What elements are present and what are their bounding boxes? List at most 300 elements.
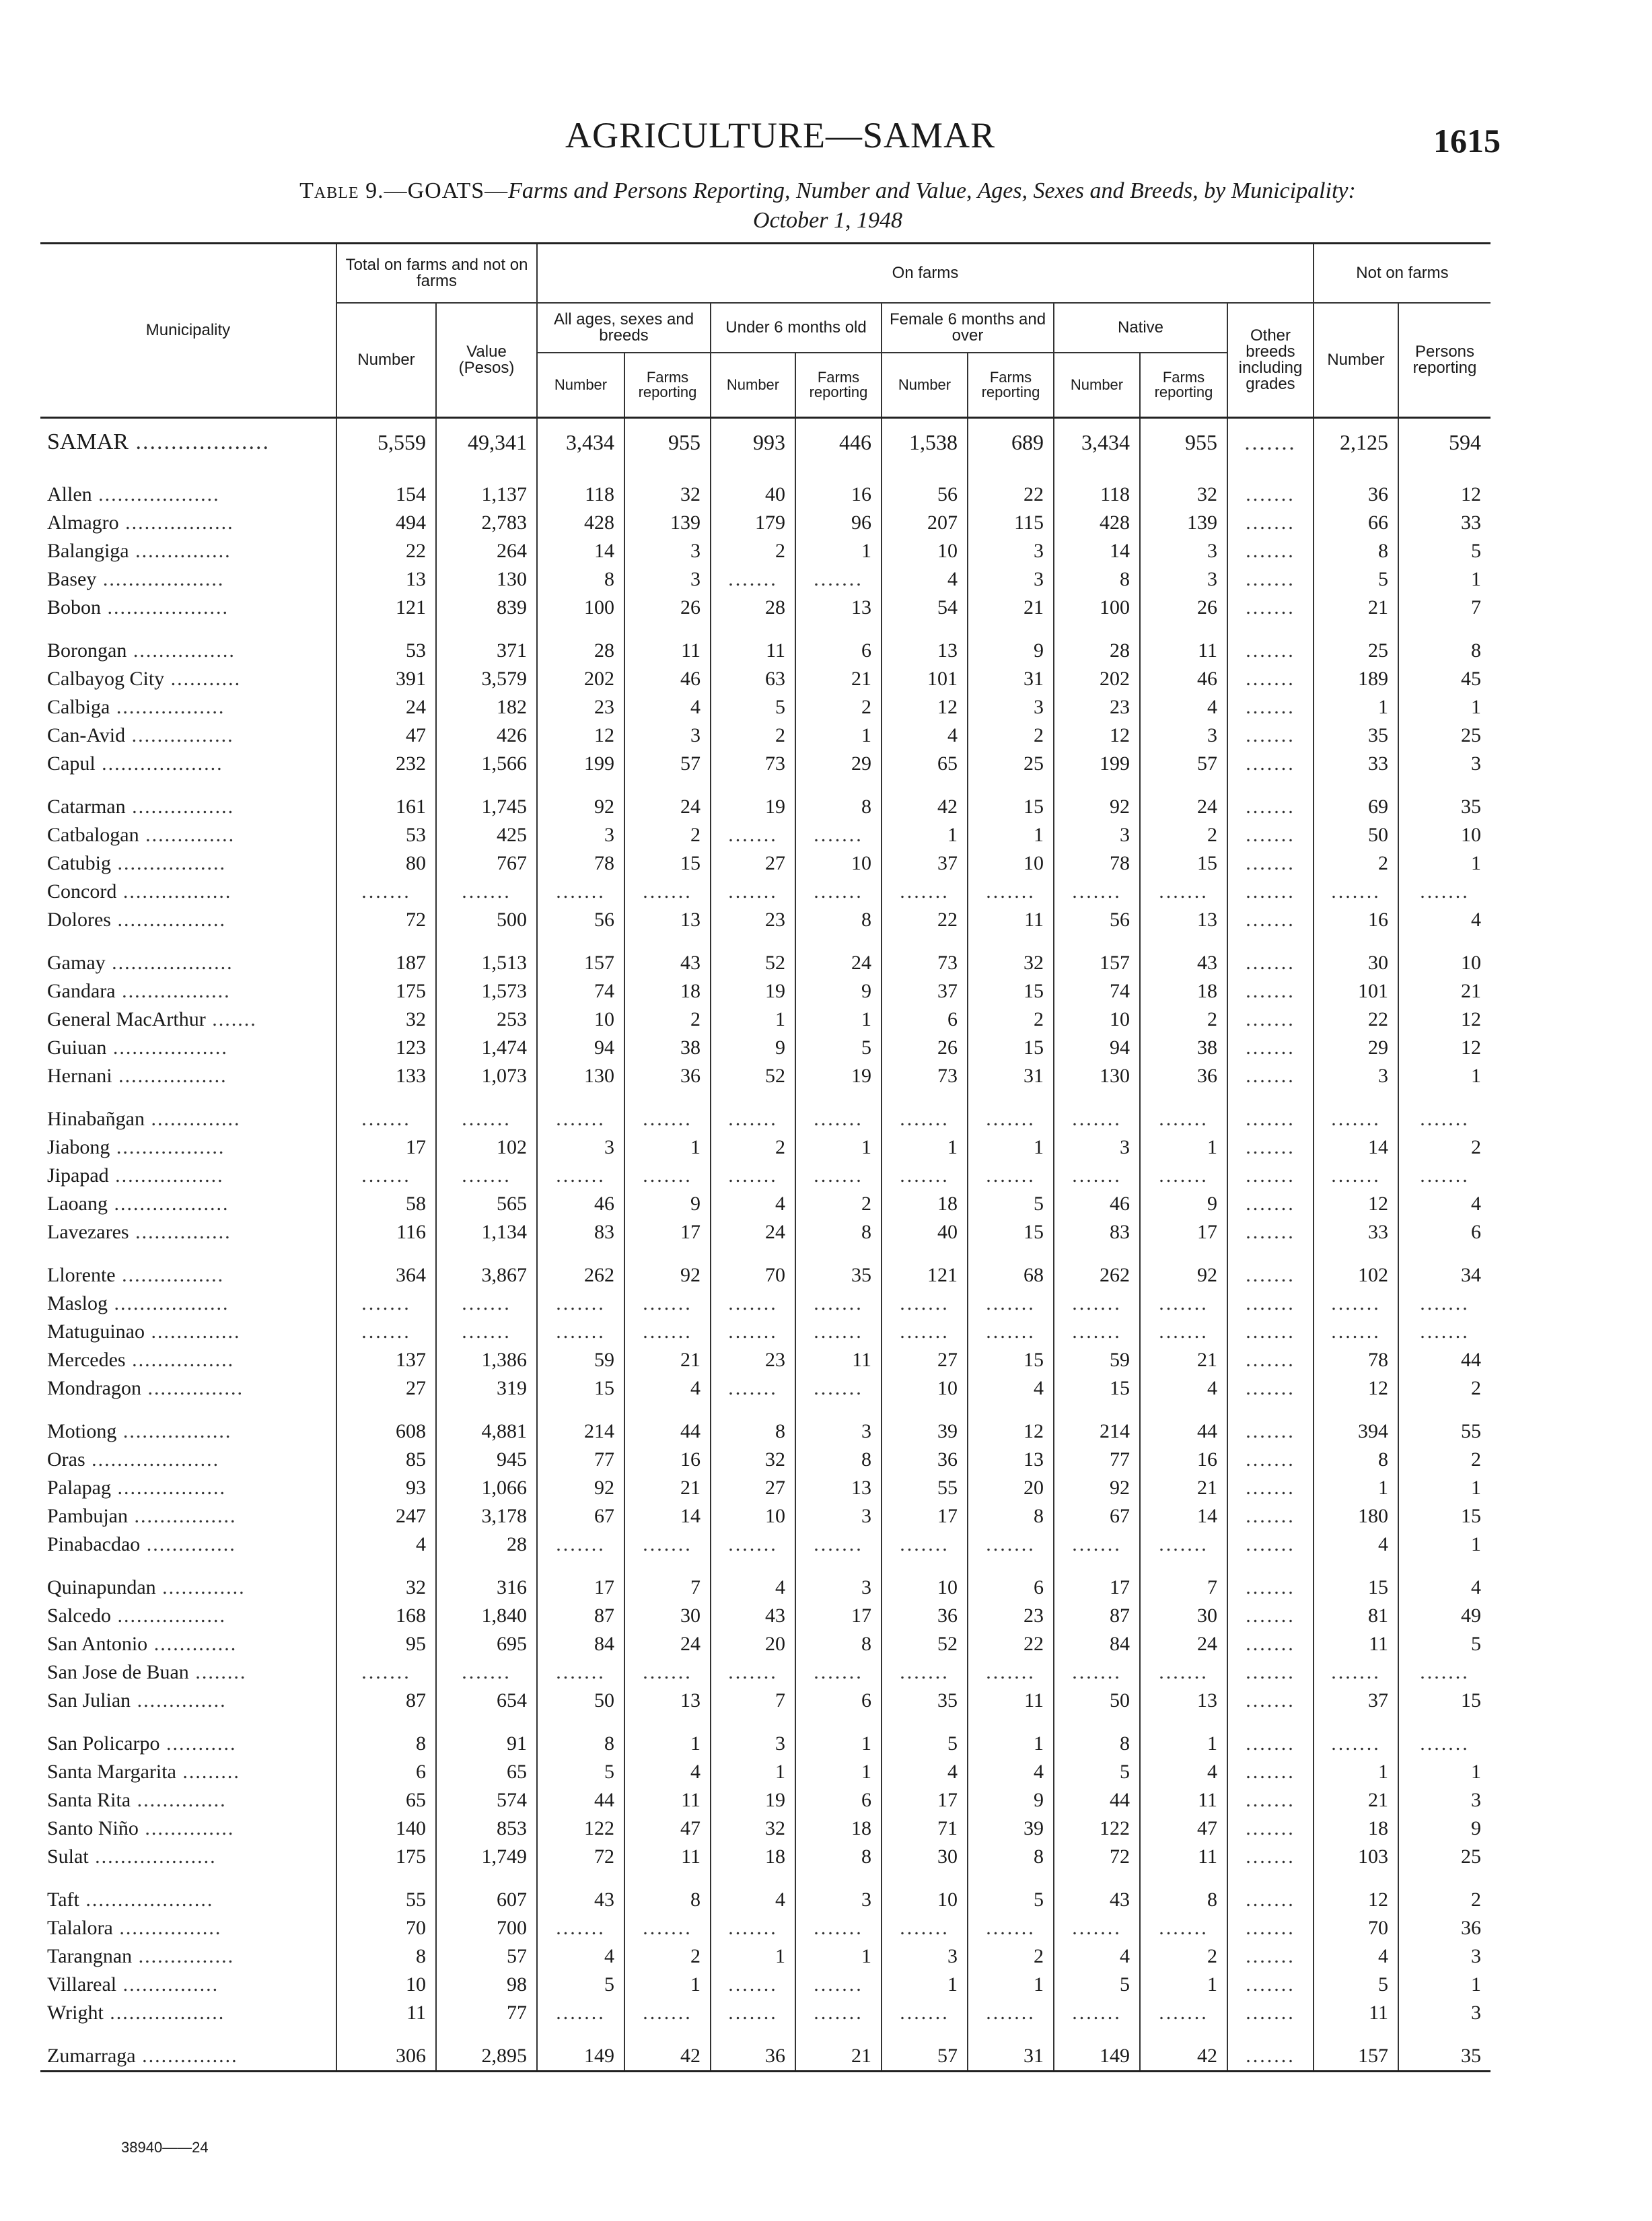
empty-cell: ....... xyxy=(1227,821,1314,849)
data-cell: 52 xyxy=(711,949,795,977)
data-cell: 11 xyxy=(624,1786,711,1814)
leader-dots: .............. xyxy=(131,1689,227,1712)
empty-cell: ....... xyxy=(1227,1602,1314,1630)
data-cell: 140 xyxy=(336,1814,436,1843)
spacer-cell xyxy=(968,1871,1054,1886)
municipality-name xyxy=(40,878,336,906)
data-cell: 24 xyxy=(1140,1630,1227,1658)
data-cell: 149 xyxy=(537,2042,624,2072)
running-head: AGRICULTURE—SAMAR xyxy=(565,115,996,155)
municipality-name xyxy=(40,1417,336,1446)
empty-cell: ....... xyxy=(537,1914,624,1942)
spacer-cell xyxy=(1314,1090,1398,1105)
leader-dots: ................. xyxy=(110,909,226,931)
data-cell: 65 xyxy=(336,1786,436,1814)
data-cell: 28 xyxy=(1054,637,1140,665)
data-cell: 2 xyxy=(795,693,882,721)
data-cell: 8 xyxy=(1314,1446,1398,1474)
data-cell: 993 xyxy=(711,418,795,466)
data-cell: 92 xyxy=(624,1261,711,1290)
municipality-label: Borongan xyxy=(47,639,127,662)
data-cell: 10 xyxy=(1398,949,1491,977)
municipality-label: Calbayog City xyxy=(47,668,165,690)
data-cell: 1 xyxy=(795,1942,882,1971)
empty-cell: ....... xyxy=(882,1105,968,1133)
data-cell: 58 xyxy=(336,1190,436,1218)
municipality-label: Catarman xyxy=(47,796,126,818)
data-cell: 55 xyxy=(882,1474,968,1502)
data-cell: 8 xyxy=(537,565,624,594)
spacer-cell xyxy=(40,1403,336,1417)
data-cell: 18 xyxy=(1140,977,1227,1006)
data-cell: 43 xyxy=(711,1602,795,1630)
data-cell: 4 xyxy=(624,1374,711,1403)
data-cell: 9 xyxy=(1398,1814,1491,1843)
data-cell: 494 xyxy=(336,509,436,537)
empty-cell: ....... xyxy=(795,1971,882,1999)
empty-cell: ....... xyxy=(1227,1786,1314,1814)
data-cell: 83 xyxy=(1054,1218,1140,1246)
data-cell: 4 xyxy=(1140,1374,1227,1403)
data-cell: 4 xyxy=(968,1758,1054,1786)
table-row xyxy=(40,849,1491,878)
data-cell: 11 xyxy=(1314,1630,1398,1658)
spacer-cell xyxy=(537,778,624,793)
empty-cell: ....... xyxy=(882,1162,968,1190)
spacer-cell xyxy=(436,622,537,637)
data-cell: 33 xyxy=(1314,750,1398,778)
municipality-name xyxy=(40,1261,336,1290)
data-cell: 4 xyxy=(1398,1574,1491,1602)
spacer-cell xyxy=(1054,934,1140,949)
data-cell: 3 xyxy=(882,1942,968,1971)
empty-cell: ....... xyxy=(1140,1999,1227,2027)
spacer-cell xyxy=(968,1246,1054,1261)
data-cell: 39 xyxy=(968,1814,1054,1843)
municipality-label: General MacArthur xyxy=(47,1008,206,1030)
data-cell: 12 xyxy=(537,721,624,750)
data-cell: 78 xyxy=(1054,849,1140,878)
data-cell: 1 xyxy=(624,1971,711,1999)
data-cell: 13 xyxy=(795,1474,882,1502)
data-cell: 29 xyxy=(795,750,882,778)
municipality-name xyxy=(40,637,336,665)
data-cell: 11 xyxy=(336,1999,436,2027)
empty-cell: ....... xyxy=(1227,1971,1314,1999)
municipality-name xyxy=(40,665,336,693)
leader-dots: ............... xyxy=(129,1221,231,1243)
spacer-cell xyxy=(795,1715,882,1730)
municipality-label: Santa Rita xyxy=(47,1789,131,1811)
data-cell: 26 xyxy=(624,594,711,622)
spacer-cell xyxy=(968,622,1054,637)
spacer-cell xyxy=(40,1090,336,1105)
spacer-cell xyxy=(624,622,711,637)
spacer-cell xyxy=(968,934,1054,949)
empty-cell: ....... xyxy=(537,1105,624,1133)
spacer-cell xyxy=(1314,1871,1398,1886)
spacer-cell xyxy=(336,622,436,637)
data-cell: 83 xyxy=(537,1218,624,1246)
row-spacer xyxy=(40,622,1491,637)
data-cell: 20 xyxy=(711,1630,795,1658)
municipality-label: Salcedo xyxy=(47,1605,111,1627)
empty-cell: ....... xyxy=(537,1290,624,1318)
data-cell: 8 xyxy=(1314,537,1398,565)
municipality-label: Catbalogan xyxy=(47,824,139,846)
municipality-name xyxy=(40,537,336,565)
col-under6-farms: Farms reporting xyxy=(795,353,882,418)
data-cell: 1 xyxy=(968,1730,1054,1758)
data-cell: 37 xyxy=(1314,1687,1398,1715)
data-cell: 15 xyxy=(1398,1502,1491,1530)
empty-cell: ....... xyxy=(1140,1530,1227,1559)
spacer-cell xyxy=(1140,1715,1227,1730)
leader-dots: ................ xyxy=(115,1264,225,1286)
empty-cell: ....... xyxy=(711,565,795,594)
spacer-cell xyxy=(537,1715,624,1730)
data-cell: 8 xyxy=(336,1942,436,1971)
leader-dots: .............. xyxy=(140,1533,236,1555)
data-cell: 22 xyxy=(882,906,968,934)
data-cell: 428 xyxy=(537,509,624,537)
data-cell: 24 xyxy=(795,949,882,977)
data-cell: 9 xyxy=(1140,1190,1227,1218)
empty-cell: ....... xyxy=(882,1290,968,1318)
table-row xyxy=(40,1062,1491,1090)
data-cell: 2 xyxy=(795,1190,882,1218)
data-cell: 130 xyxy=(436,565,537,594)
data-cell: 5 xyxy=(882,1730,968,1758)
municipality-label: Pinabacdao xyxy=(47,1533,141,1555)
spacer-cell xyxy=(436,2027,537,2042)
municipality-label: Sulat xyxy=(47,1845,89,1868)
data-cell: 92 xyxy=(1140,1261,1227,1290)
col-group-not-on-farms: Not on farms xyxy=(1314,244,1491,304)
data-cell: 35 xyxy=(1314,721,1398,750)
spacer-cell xyxy=(882,778,968,793)
spacer-cell xyxy=(1054,778,1140,793)
table-row xyxy=(40,1006,1491,1034)
spacer-cell xyxy=(336,1871,436,1886)
data-cell: 839 xyxy=(436,594,537,622)
spacer-cell xyxy=(436,466,537,481)
spacer-cell xyxy=(1054,1246,1140,1261)
data-cell: 4 xyxy=(711,1190,795,1218)
spacer-cell xyxy=(537,1403,624,1417)
data-cell: 8 xyxy=(1054,1730,1140,1758)
table-row xyxy=(40,1843,1491,1871)
data-cell: 42 xyxy=(1140,2042,1227,2072)
data-cell: 16 xyxy=(624,1446,711,1474)
spacer-cell xyxy=(1227,622,1314,637)
leader-dots: ............... xyxy=(129,540,231,562)
data-cell: 945 xyxy=(436,1446,537,1474)
col-municipality: Municipality xyxy=(40,244,336,418)
empty-cell: ....... xyxy=(1140,1658,1227,1687)
empty-cell: ....... xyxy=(711,1658,795,1687)
municipality-label: Lavezares xyxy=(47,1221,129,1243)
data-cell: 44 xyxy=(1398,1346,1491,1374)
empty-cell: ....... xyxy=(1398,878,1491,906)
spacer-cell xyxy=(968,466,1054,481)
data-cell: 187 xyxy=(336,949,436,977)
empty-cell: ....... xyxy=(968,878,1054,906)
data-cell: 118 xyxy=(537,481,624,509)
data-cell: 8 xyxy=(795,1843,882,1871)
data-cell: 57 xyxy=(1140,750,1227,778)
data-cell: 3 xyxy=(795,1574,882,1602)
leader-dots: ....... xyxy=(205,1008,257,1030)
col-group-all-ages: All ages, sexes and breeds xyxy=(537,303,711,353)
leader-dots: ................... xyxy=(88,1845,217,1868)
data-cell: 33 xyxy=(1398,509,1491,537)
municipality-label: Santo Niño xyxy=(47,1817,139,1839)
data-cell: 4 xyxy=(537,1942,624,1971)
data-cell: 102 xyxy=(1314,1261,1398,1290)
spacer-cell xyxy=(336,778,436,793)
data-cell: 11 xyxy=(795,1346,882,1374)
empty-cell: ....... xyxy=(1314,1105,1398,1133)
data-cell: 12 xyxy=(1398,1034,1491,1062)
data-cell: 18 xyxy=(882,1190,968,1218)
table-row xyxy=(40,1034,1491,1062)
data-cell: 15 xyxy=(624,849,711,878)
empty-cell: ....... xyxy=(1227,1999,1314,2027)
data-cell: 8 xyxy=(968,1502,1054,1530)
empty-cell: ....... xyxy=(1227,1374,1314,1403)
municipality-name xyxy=(40,793,336,821)
spacer-cell xyxy=(1054,1090,1140,1105)
spacer-cell xyxy=(40,778,336,793)
data-cell: 608 xyxy=(336,1417,436,1446)
data-cell: 15 xyxy=(968,1346,1054,1374)
data-cell: 37 xyxy=(882,977,968,1006)
data-cell: 2 xyxy=(1140,1006,1227,1034)
data-cell: 14 xyxy=(1054,537,1140,565)
data-cell: 77 xyxy=(1054,1446,1140,1474)
empty-cell: ....... xyxy=(1227,693,1314,721)
empty-cell: ....... xyxy=(711,1374,795,1403)
municipality-label: Hernani xyxy=(47,1065,112,1087)
data-cell: 84 xyxy=(1054,1630,1140,1658)
municipality-name xyxy=(40,750,336,778)
empty-cell: ....... xyxy=(1227,594,1314,622)
data-cell: 247 xyxy=(336,1502,436,1530)
empty-cell: ....... xyxy=(537,1999,624,2027)
empty-cell: ....... xyxy=(795,1658,882,1687)
data-cell: 3 xyxy=(795,1417,882,1446)
data-cell: 1 xyxy=(1398,693,1491,721)
data-cell: 21 xyxy=(795,2042,882,2072)
data-cell: 3 xyxy=(1054,1133,1140,1162)
municipality-name xyxy=(40,949,336,977)
data-cell: 38 xyxy=(1140,1034,1227,1062)
table-row xyxy=(40,565,1491,594)
leader-dots: ................. xyxy=(115,980,231,1002)
data-cell: 24 xyxy=(711,1218,795,1246)
empty-cell: ....... xyxy=(968,1290,1054,1318)
data-cell: 19 xyxy=(711,1786,795,1814)
table-row xyxy=(40,1574,1491,1602)
empty-cell: ....... xyxy=(537,1530,624,1559)
empty-cell: ....... xyxy=(1140,1914,1227,1942)
table-row xyxy=(40,1687,1491,1715)
data-cell: 6 xyxy=(795,1687,882,1715)
data-cell: 47 xyxy=(336,721,436,750)
data-cell: 27 xyxy=(882,1346,968,1374)
data-cell: 67 xyxy=(537,1502,624,1530)
empty-cell: ....... xyxy=(1314,1730,1398,1758)
data-cell: 32 xyxy=(711,1446,795,1474)
data-cell: 3,178 xyxy=(436,1502,537,1530)
data-cell: 81 xyxy=(1314,1602,1398,1630)
spacer-cell xyxy=(795,778,882,793)
leader-dots: ................ xyxy=(125,796,235,818)
leader-dots: ................. xyxy=(110,696,225,718)
spacer-cell xyxy=(882,1871,968,1886)
spacer-cell xyxy=(1398,466,1491,481)
empty-cell: ....... xyxy=(1054,1658,1140,1687)
empty-cell: ....... xyxy=(624,1290,711,1318)
data-cell: 4 xyxy=(1398,1190,1491,1218)
data-cell: 2 xyxy=(1398,1886,1491,1914)
data-cell: 36 xyxy=(1140,1062,1227,1090)
leader-dots: ................. xyxy=(116,1420,232,1442)
empty-cell: ....... xyxy=(795,565,882,594)
empty-cell: ....... xyxy=(1227,1574,1314,1602)
empty-cell: ....... xyxy=(968,1999,1054,2027)
municipality-name xyxy=(40,1006,336,1034)
data-cell: 40 xyxy=(882,1218,968,1246)
data-cell: 565 xyxy=(436,1190,537,1218)
data-cell: 154 xyxy=(336,481,436,509)
data-cell: 5 xyxy=(537,1758,624,1786)
data-cell: 36 xyxy=(1314,481,1398,509)
table-row xyxy=(40,1502,1491,1530)
data-cell: 1,066 xyxy=(436,1474,537,1502)
data-cell: 1,137 xyxy=(436,481,537,509)
municipality-name xyxy=(40,1814,336,1843)
data-cell: 2 xyxy=(624,821,711,849)
data-cell: 8 xyxy=(1054,565,1140,594)
spacer-cell xyxy=(1398,1090,1491,1105)
data-cell: 4 xyxy=(882,1758,968,1786)
spacer-cell xyxy=(1314,466,1398,481)
data-cell: 182 xyxy=(436,693,537,721)
empty-cell: ....... xyxy=(795,1530,882,1559)
data-cell: 17 xyxy=(1140,1218,1227,1246)
data-cell: 1 xyxy=(795,1006,882,1034)
spacer-cell xyxy=(1398,622,1491,637)
municipality-name xyxy=(40,565,336,594)
data-cell: 47 xyxy=(1140,1814,1227,1843)
data-cell: 44 xyxy=(1054,1786,1140,1814)
spacer-cell xyxy=(624,1715,711,1730)
spacer-cell xyxy=(968,1090,1054,1105)
empty-cell: ....... xyxy=(336,1162,436,1190)
data-cell: 1 xyxy=(624,1730,711,1758)
data-cell: 1 xyxy=(1140,1133,1227,1162)
data-cell: 73 xyxy=(882,949,968,977)
data-cell: 43 xyxy=(1054,1886,1140,1914)
spacer-cell xyxy=(711,1559,795,1574)
data-cell: 3 xyxy=(1314,1062,1398,1090)
data-cell: 25 xyxy=(1398,1843,1491,1871)
data-cell: 18 xyxy=(1314,1814,1398,1843)
data-cell: 24 xyxy=(624,1630,711,1658)
table-row xyxy=(40,1190,1491,1218)
municipality-name xyxy=(40,594,336,622)
leader-dots: .............. xyxy=(138,1817,235,1839)
data-cell: 30 xyxy=(624,1602,711,1630)
data-cell: 121 xyxy=(336,594,436,622)
data-cell: 18 xyxy=(624,977,711,1006)
spacer-cell xyxy=(1054,1715,1140,1730)
data-cell: 394 xyxy=(1314,1417,1398,1446)
data-cell: 100 xyxy=(1054,594,1140,622)
data-cell: 1 xyxy=(1398,1758,1491,1786)
data-cell: 1 xyxy=(1314,693,1398,721)
data-cell: 133 xyxy=(336,1062,436,1090)
data-cell: 68 xyxy=(968,1261,1054,1290)
data-cell: 13 xyxy=(968,1446,1054,1474)
table-row xyxy=(40,1886,1491,1914)
data-cell: 11 xyxy=(968,1687,1054,1715)
spacer-cell xyxy=(1140,1871,1227,1886)
row-spacer xyxy=(40,934,1491,949)
municipality-name xyxy=(40,1687,336,1715)
table-row xyxy=(40,721,1491,750)
data-cell: 103 xyxy=(1314,1843,1398,1871)
table-row xyxy=(40,906,1491,934)
empty-cell: ....... xyxy=(1398,1730,1491,1758)
spacer-cell xyxy=(711,934,795,949)
data-cell: 5 xyxy=(1054,1758,1140,1786)
data-cell: 50 xyxy=(1054,1687,1140,1715)
data-cell: 3 xyxy=(968,693,1054,721)
empty-cell: ....... xyxy=(436,1162,537,1190)
data-cell: 43 xyxy=(537,1886,624,1914)
spacer-cell xyxy=(711,1871,795,1886)
spacer-cell xyxy=(711,1715,795,1730)
spacer-cell xyxy=(1398,1559,1491,1574)
data-cell: 32 xyxy=(1140,481,1227,509)
data-cell: 5 xyxy=(1314,1971,1398,1999)
spacer-cell xyxy=(1398,934,1491,949)
data-cell: 42 xyxy=(882,793,968,821)
leader-dots: .................... xyxy=(85,1448,220,1471)
spacer-cell xyxy=(537,1559,624,1574)
municipality-name xyxy=(40,1034,336,1062)
data-cell: 4 xyxy=(711,1886,795,1914)
municipality-label: Taft xyxy=(47,1889,79,1911)
data-cell: 2,125 xyxy=(1314,418,1398,466)
data-cell: 36 xyxy=(1398,1914,1491,1942)
data-cell: 115 xyxy=(968,509,1054,537)
data-cell: 92 xyxy=(537,1474,624,1502)
col-group-native: Native xyxy=(1054,303,1227,353)
empty-cell: ....... xyxy=(1227,1530,1314,1559)
spacer-cell xyxy=(40,1559,336,1574)
data-cell: 12 xyxy=(1314,1190,1398,1218)
empty-cell: ....... xyxy=(537,1318,624,1346)
spacer-cell xyxy=(1314,778,1398,793)
data-cell: 695 xyxy=(436,1630,537,1658)
municipality-label: San Policarpo xyxy=(47,1732,160,1755)
spacer-cell xyxy=(537,1871,624,1886)
data-cell: 157 xyxy=(1314,2042,1398,2072)
